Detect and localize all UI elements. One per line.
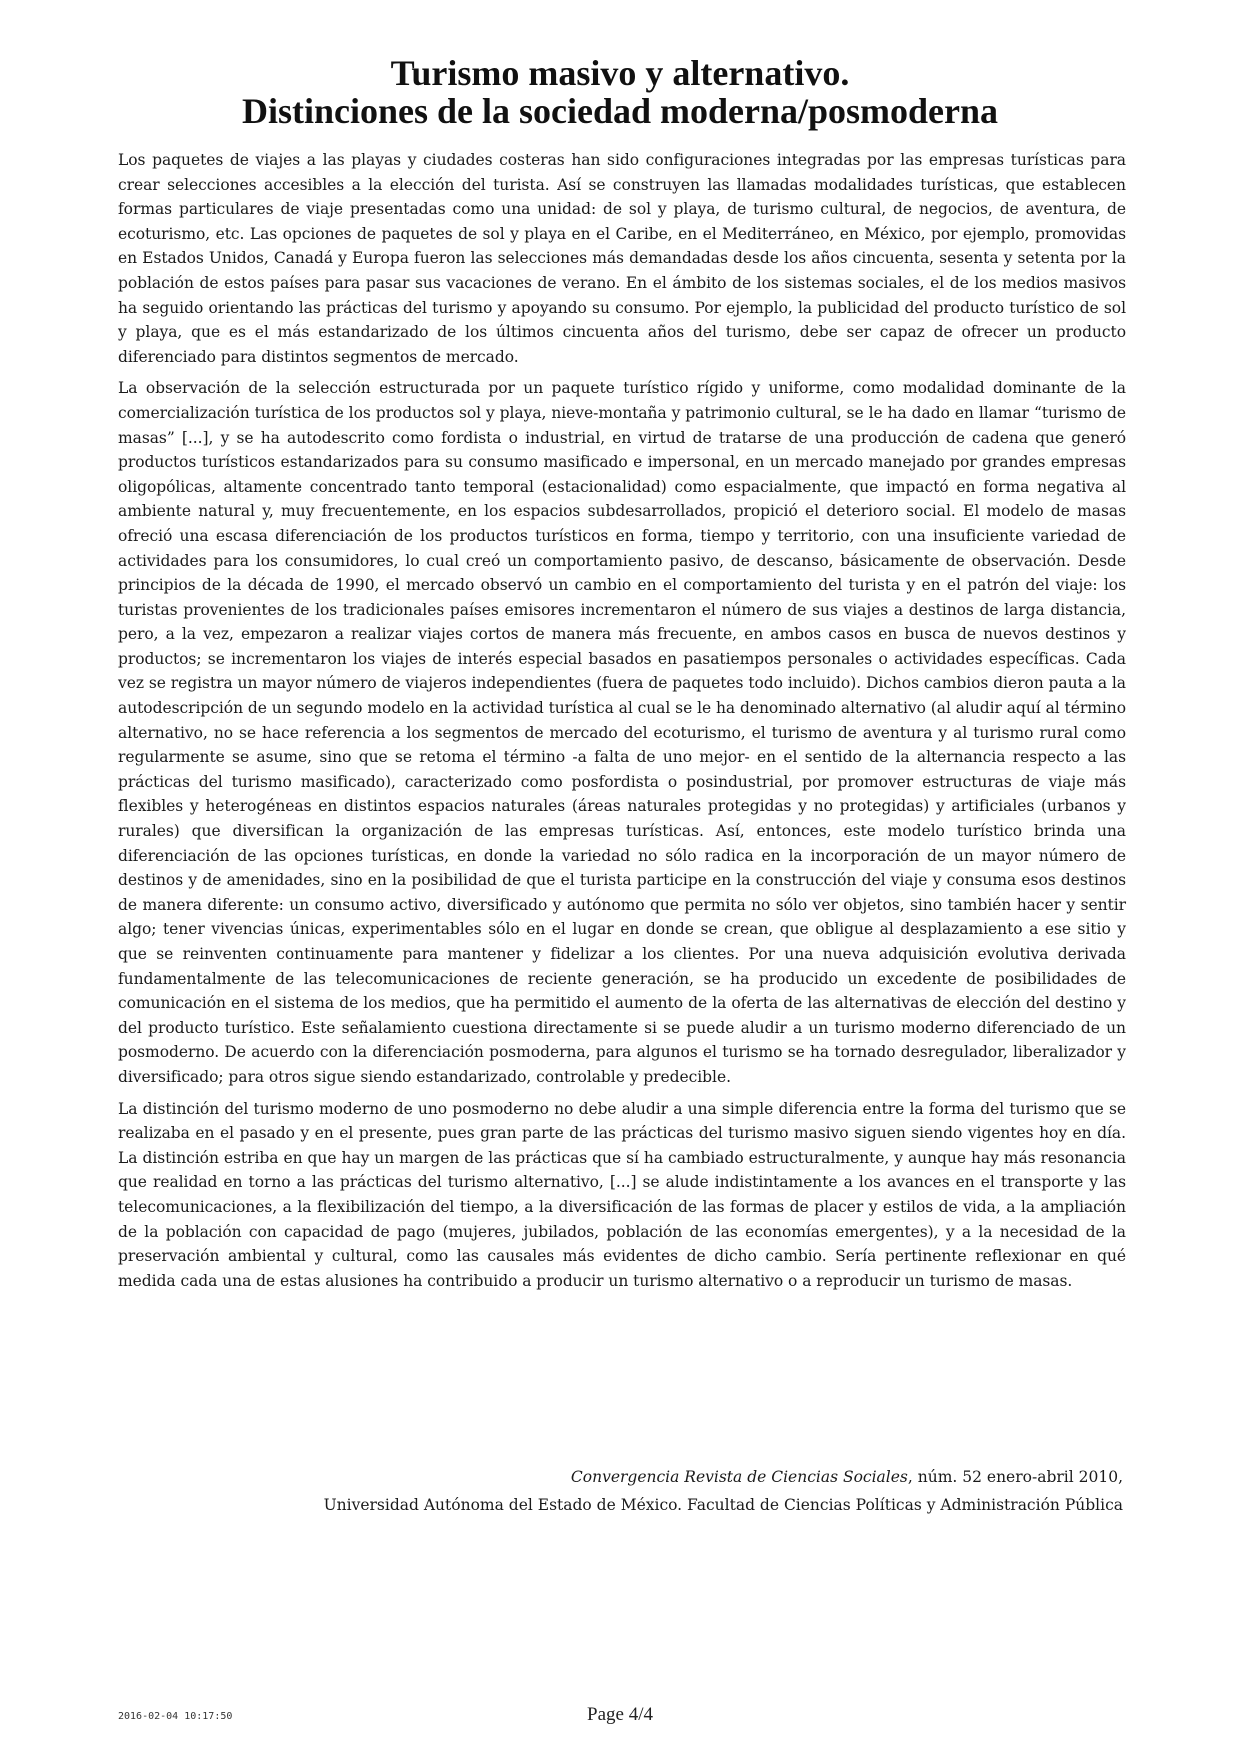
footer-page-number: Page 4/4 bbox=[587, 1704, 653, 1725]
paragraph-3: La distinción del turismo moderno de uno posmoderno no debe aludir a una simple diferencia entre la forma del turismo que se realizaba en el pasado y en el presente, pues gran parte de las prácticas del turismo masivo siguen siendo vigentes hoy en día. La distinción estriba en que hay un margen de las prácticas que sí ha cambiado estructuralmente, y aunque hay más resonancia que realidad en torno a las prácticas del turismo alternativo, [...] se alude indistintamente a los avances en el transporte y las telecomunicaciones, a la flexibilización del tiempo, a la diversificación de las formas de placer y estilos de vida, a la ampliación de la población con capacidad de pago (mujeres, jubilados, población de las economías emergentes), y a la necesidad de la preservación ambiental y cultural, como las causales más evidentes de dicho cambio. Sería pertinente reflexionar en qué medida cada una de estas alusiones ha contribuido a producir un turismo alternativo o a reproducir un turismo de masas. bbox=[118, 1099, 1126, 1290]
paragraph-1: Los paquetes de viajes a las playas y ciudades costeras han sido configuraciones integradas por las empresas turísticas para crear selecciones accesibles a la elección del turista. Así se construyen las llamadas modalidades turísticas, que establecen formas particulares de viaje presentadas como una unidad: de sol y playa, de turismo cultural, de negocios, de aventura, de ecoturismo, etc. Las opciones de paquetes de sol y playa en el Caribe, en el Mediterráneo, en México, por ejemplo, promovidas en Estados Unidos, Canadá y Europa fueron las selecciones más demandadas desde los años cincuenta, sesenta y setenta por la población de estos países para pasar sus vacaciones de verano. En el ámbito de los sistemas sociales, el de los medios masivos ha seguido orientando las prácticas del turismo y apoyando su consumo. Por ejemplo, la publicidad del producto turístico de sol y playa, que es el más estandarizado de los últimos cincuenta años del turismo, debe ser capaz de ofrecer un producto diferenciado para distintos segmentos de mercado. bbox=[118, 151, 1126, 366]
paragraph-2: La observación de la selección estructurada por un paquete turístico rígido y uniforme, como modalidad dominante de la comercialización turística de los productos sol y playa, nieve-montaña y patrimonio cultural, se le ha dado en llamar “turismo de masas” [...], y se ha autodescrito como fordista o industrial, en virtud de tratarse de una producción de cadena que generó productos turísticos estandarizados para su consumo masificado e impersonal, en un mercado manejado por grandes empresas oligopólicas, altamente concentrado tanto temporal (estacionalidad) como espacialmente, que impactó en forma negativa al ambiente natural y, muy frecuentemente, en los espacios subdesarrollados, propició el deterioro social. El modelo de masas ofreció una escasa diferenciación de los productos turísticos en forma, tiempo y territorio, con una insuficiente variedad de actividades para los consumidores, lo cual creó un comportamiento pasivo, de descanso, básicamente de observación. Desde principios de la década de 1990, el mercado observó un cambio en el comportamiento del turista y en el patrón del viaje: los turistas provenientes de los tradicionales países emisores incrementaron el número de sus viajes a destinos de larga distancia, pero, a la vez, empezaron a realizar viajes cortos de manera más frecuente, en ambos casos en busca de nuevos destinos y productos; se incrementaron los viajes de interés especial basados en pasatiempos personales o actividades específicas. Cada vez se registra un mayor número de viajeros independientes (fuera de paquetes todo incluido). Dichos cambios dieron pauta a la autodescripción de un segundo modelo en la actividad turística al cual se le ha denominado alternativo (al aludir aquí al término alternativo, no se hace referencia a los segmentos de mercado del ecoturismo, el turismo de aventura y al turismo rural como regularmente se asume, sino que se retoma el término -a falta de uno mejor- en el sentido de la alternancia respecto a las prácticas del turismo masificado), caracterizado como posfordista o posindustrial, por promover estructuras de viaje más flexibles y heterogéneas en distintos espacios naturales (áreas naturales protegidas y no protegidas) y artificiales (urbanos y rurales) que diversifican la organización de las empresas turísticas. Así, entonces, este modelo turístico brinda una diferenciación de las opciones turísticas, en donde la variedad no sólo radica en la incorporación de un mayor número de destinos y de amenidades, sino en la posibilidad de que el turista participe en la construcción del viaje y consuma esos destinos de manera diferente: un consumo activo, diversificado y autónomo que permita no sólo ver objetos, sino también hacer y sentir algo; tener vivencias únicas, experimentables sólo en el lugar en donde se crean, que obligue al desplazamiento a ese sitio y que se reinventen continuamente para mantener y fidelizar a los clientes. Por una nueva adquisición evolutiva derivada fundamentalmente de las telecomunicaciones de reciente generación, se ha producido un excedente de posibilidades de comunicación en el sistema de los medios, que ha permitido el aumento de la oferta de las alternativas de elección del destino y del producto turístico. Este señalamiento cuestiona directamente si se puede aludir a un turismo moderno diferenciado de un posmoderno. De acuerdo con la diferenciación posmoderna, para algunos el turismo se ha tornado desregulador, liberalizador y diversificado; para otros sigue siendo estandarizado, controlable y predecible. bbox=[118, 379, 1126, 1086]
footer-timestamp: 2016-02-04 10:17:50 bbox=[118, 1711, 233, 1722]
title-line-2: Distinciones de la sociedad moderna/posmoderna bbox=[241, 91, 999, 131]
citation bbox=[123, 1463, 1123, 1519]
document-title bbox=[120, 54, 1120, 130]
title-line-1: Turismo masivo y alternativo. bbox=[390, 53, 850, 93]
citation-journal: Convergencia Revista de Ciencias Sociales bbox=[570, 1468, 908, 1486]
citation-institution: Universidad Autónoma del Estado de México. Facultad de Ciencias Políticas y Administración Pública bbox=[323, 1496, 1123, 1514]
citation-line-1 bbox=[123, 1463, 1123, 1491]
body-text bbox=[118, 148, 1126, 1300]
citation-issue: , núm. 52 enero-abril 2010, bbox=[907, 1468, 1123, 1486]
